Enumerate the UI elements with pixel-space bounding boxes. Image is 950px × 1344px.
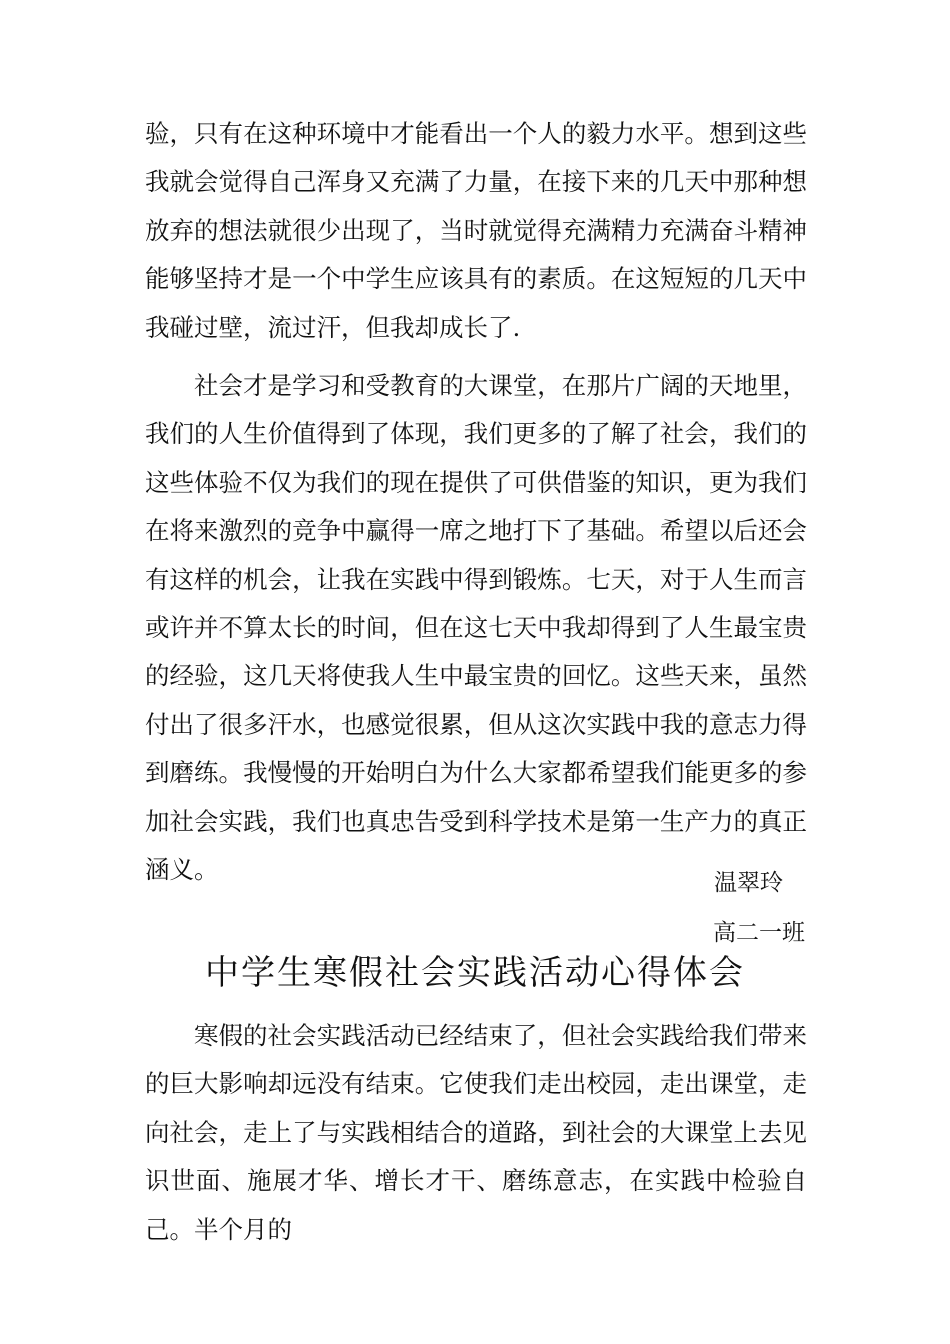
section-title: 中学生寒假社会实践活动心得体会 (205, 953, 745, 993)
signature-class: 高二一班 (713, 920, 805, 946)
body-paragraph-3: 寒假的社会实践活动已经结束了，但社会实践给我们带来的巨大影响却远没有结束。它使我们走出校园，走出课堂，走向社会，走上了与实践相结合的道路，到社会的大课堂上去见识世面、施展才华、增长才干、磨练意志，在实践中检验自己。半个月的 (145, 1021, 807, 1244)
signature-name: 温翠玲 (714, 870, 783, 896)
body-paragraph-1: 验，只有在这种环境中才能看出一个人的毅力水平。想到这些我就会觉得自己浑身又充满了力量，在接下来的几天中那种想放弃的想法就很少出现了，当时就觉得充满精力充满奋斗精神能够坚持才是一个中学生应该具有的素质。在这短短的几天中我碰过壁，流过汗，但我却成长了. (145, 119, 807, 342)
body-paragraph-2: 社会才是学习和受教育的大课堂，在那片广阔的天地里，我们的人生价值得到了体现，我们更多的了解了社会，我们的这些体验不仅为我们的现在提供了可供借鉴的知识，更为我们在将来激烈的竞争中赢得一席之地打下了基础。希望以后还会有这样的机会，让我在实践中得到锻炼。七天，对于人生而言或许并不算太长的时间，但在这七天中我却得到了人生最宝贵的经验，这几天将使我人生中最宝贵的回忆。这些天来，虽然付出了很多汗水，也感觉很累，但从这次实践中我的意志力得到磨练。我慢慢的开始明白为什么大家都希望我们能更多的参加社会实践，我们也真忠告受到科学技术是第一生产力的真正涵义。 (145, 371, 807, 885)
